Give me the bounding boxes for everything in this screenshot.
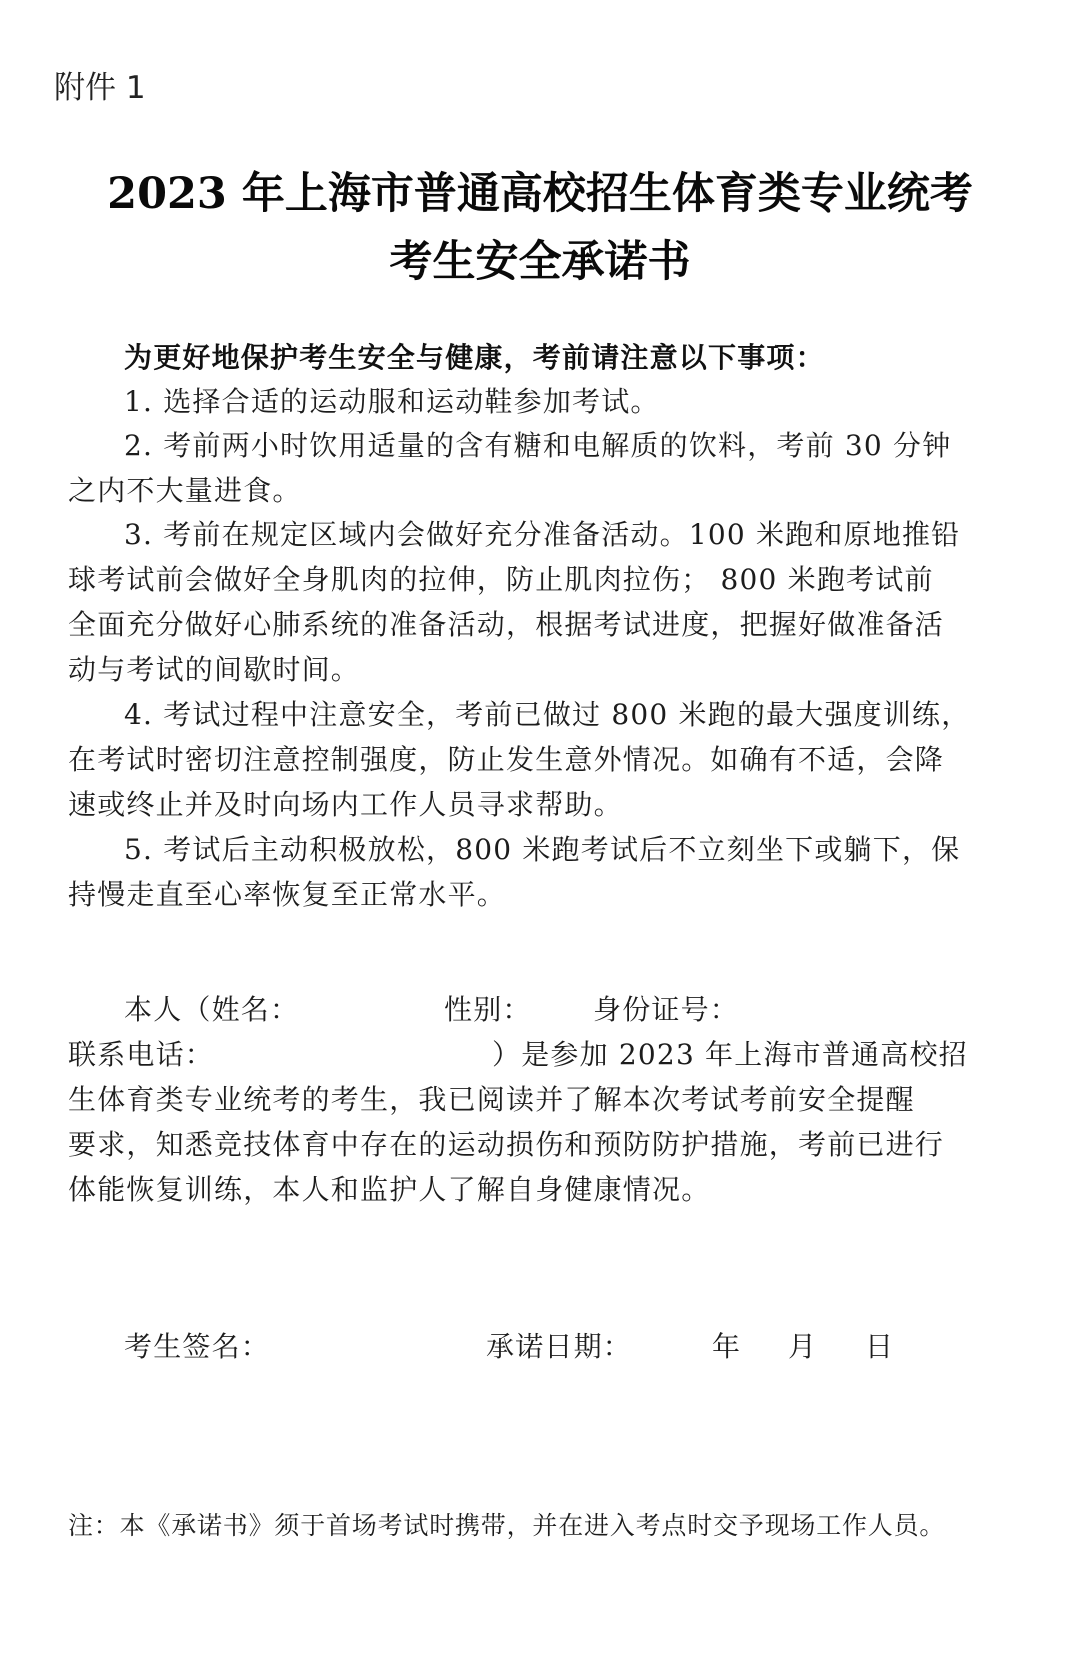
notice-item-4-line-3: 速或终止并及时向场内工作人员寻求帮助。: [68, 788, 623, 821]
notice-item-5-line-1: 5. 考试后主动积极放松，800 米跑考试后不立刻坐下或躺下，保: [124, 833, 961, 866]
day-label: 日: [865, 1330, 895, 1363]
notice-item-2-line-1: 2. 考前两小时饮用适量的含有糖和电解质的饮料，考前 30 分钟: [124, 429, 952, 462]
name-field[interactable]: [300, 988, 430, 1024]
notice-item-3-line-1: 3. 考前在规定区域内会做好充分准备活动。100 米跑和原地推铅: [124, 518, 961, 551]
pledge-line-3: 体能恢复训练，本人和监护人了解自身健康情况。: [68, 1173, 711, 1206]
pledge-line-2: 要求，知悉竞技体育中存在的运动损伤和预防防护措施，考前已进行: [68, 1128, 945, 1161]
gender-field[interactable]: [530, 988, 585, 1024]
notice-item-3-line-2: 球考试前会做好全身肌肉的拉伸，防止肌肉拉伤； 800 米跑考试前: [68, 563, 934, 596]
notice-item-2-line-2: 之内不大量进食。: [68, 474, 302, 507]
attachment-label: 附件 1: [54, 70, 146, 106]
signature-label: 考生签名：: [124, 1330, 271, 1363]
day-field[interactable]: [822, 1325, 862, 1361]
notice-item-1-line-1: 1. 选择合适的运动服和运动鞋参加考试。: [124, 385, 660, 418]
gender-label: 性别：: [444, 993, 532, 1026]
year-field[interactable]: [625, 1325, 705, 1361]
month-label: 月: [788, 1330, 818, 1363]
notice-item-3-line-4: 动与考试的间歇时间。: [68, 653, 361, 686]
pledge-continuation: ）是参加 2023 年上海市普通高校招: [492, 1038, 968, 1071]
document-title-line-1: 2023 年上海市普通高校招生体育类专业统考: [107, 169, 973, 219]
signature-field[interactable]: [270, 1325, 470, 1361]
id-number-field[interactable]: [740, 988, 1000, 1024]
footnote: 注：本《承诺书》须于首场考试时携带，并在进入考点时交予现场工作人员。: [68, 1511, 946, 1540]
month-field[interactable]: [745, 1325, 785, 1361]
phone-field[interactable]: [210, 1033, 480, 1069]
phone-label: 联系电话：: [68, 1038, 215, 1071]
document-title-line-2: 考生安全承诺书: [389, 237, 691, 287]
intro-heading: 为更好地保护考生安全与健康，考前请注意以下事项：: [124, 341, 825, 374]
name-label: 本人（姓名：: [124, 993, 300, 1026]
pledge-line-1: 生体育类专业统考的考生，我已阅读并了解本次考试考前安全提醒: [68, 1083, 915, 1116]
notice-item-4-line-1: 4. 考试过程中注意安全，考前已做过 800 米跑的最大强度训练，: [124, 698, 971, 731]
pledge-date-label: 承诺日期：: [486, 1330, 633, 1363]
id-number-label: 身份证号：: [593, 993, 740, 1026]
notice-item-3-line-3: 全面充分做好心肺系统的准备活动，根据考试进度，把握好做准备活: [68, 608, 945, 641]
notice-item-5-line-2: 持慢走直至心率恢复至正常水平。: [68, 878, 507, 911]
year-label: 年: [712, 1330, 742, 1363]
notice-item-4-line-2: 在考试时密切注意控制强度，防止发生意外情况。如确有不适，会降: [68, 743, 945, 776]
